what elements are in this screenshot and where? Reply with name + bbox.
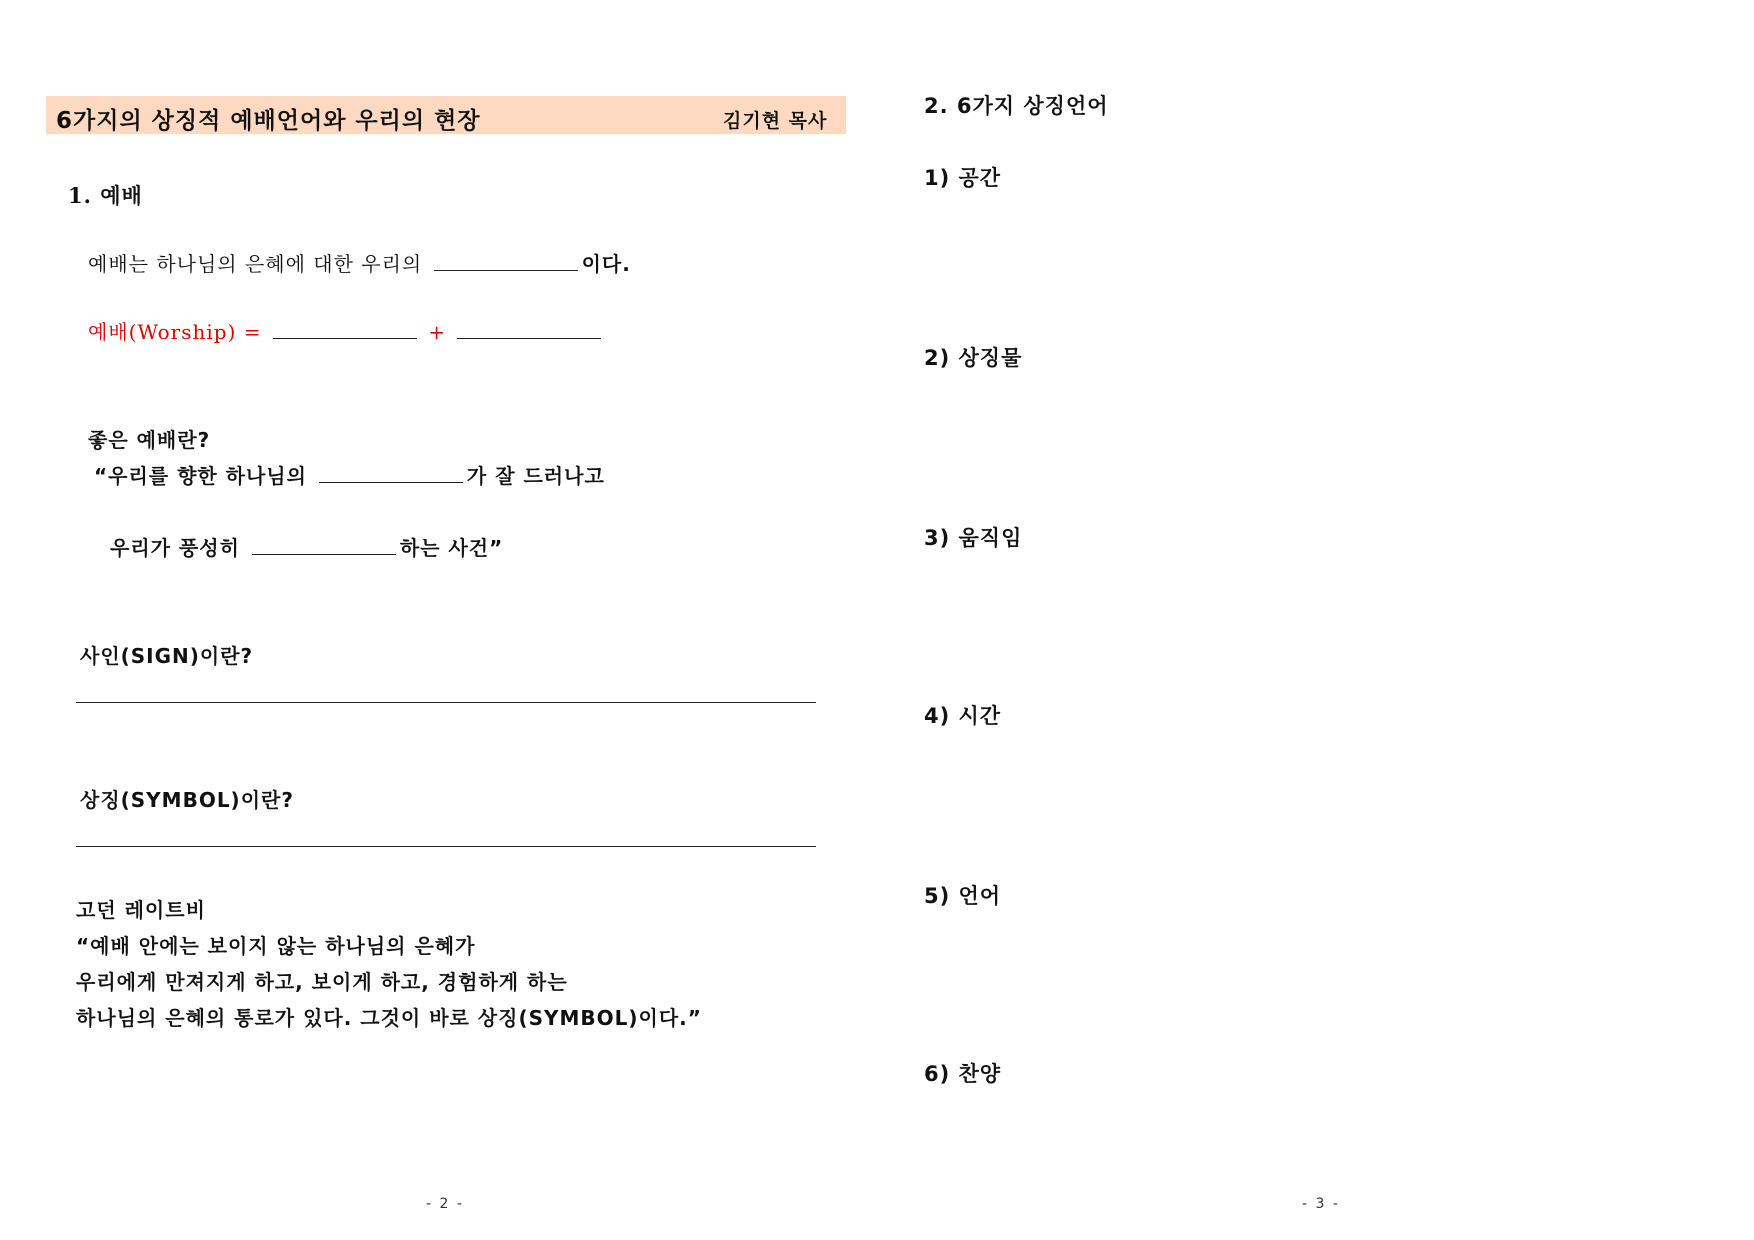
good-worship-question: 좋은 예배란?	[88, 428, 211, 452]
author-name: 김기현 목사	[723, 110, 828, 132]
good-line1-blank[interactable]	[319, 481, 463, 483]
good-line2-suffix: 하는 사건”	[399, 536, 504, 560]
worship-formula	[88, 316, 605, 345]
good-line2-blank[interactable]	[252, 553, 396, 555]
good-line1-text: “우리를 향한 하나님의	[94, 464, 307, 488]
symbol-answer-line[interactable]	[76, 846, 816, 847]
symbol-item-praise: 6) 찬양	[924, 1062, 1002, 1086]
symbol-item-language: 5) 언어	[924, 884, 1002, 908]
document-title: 6가지의 상징적 예배언어와 우리의 현장	[56, 108, 481, 134]
quote-line-1: “예배 안에는 보이지 않는 하나님의 은혜가	[76, 934, 476, 958]
symbol-question: 상징(SYMBOL)이란?	[80, 788, 294, 812]
sign-answer-line[interactable]	[76, 702, 816, 703]
good-worship-line-2	[110, 532, 503, 561]
good-worship-line-1	[94, 460, 605, 489]
symbol-item-space: 1) 공간	[924, 166, 1002, 190]
definition-text: 예배는 하나님의 은혜에 대한 우리의	[88, 252, 423, 276]
formula-plus: +	[428, 320, 446, 344]
symbol-item-objects: 2) 상징물	[924, 346, 1023, 370]
definition-suffix: 이다.	[581, 252, 631, 276]
good-line1-suffix: 가 잘 드러나고	[466, 464, 605, 488]
page-number-left: - 2 -	[426, 1196, 464, 1212]
formula-blank-1[interactable]	[273, 337, 417, 339]
worship-definition	[88, 248, 631, 277]
formula-blank-2[interactable]	[457, 337, 601, 339]
section-1-heading: 1. 예배	[68, 183, 143, 208]
quote-line-2: 우리에게 만져지게 하고, 보이게 하고, 경험하게 하는	[76, 970, 568, 994]
quote-line-3: 하나님의 은혜의 통로가 있다. 그것이 바로 상징(SYMBOL)이다.”	[76, 1006, 702, 1030]
page-number-right: - 3 -	[1302, 1196, 1340, 1212]
definition-blank[interactable]	[434, 269, 578, 271]
quote-author: 고던 레이트비	[76, 898, 206, 922]
good-line2-text: 우리가 풍성히	[110, 536, 240, 560]
symbol-item-movement: 3) 움직임	[924, 526, 1023, 550]
formula-label: 예배(Worship) =	[88, 320, 262, 344]
symbol-item-time: 4) 시간	[924, 704, 1002, 728]
sign-question: 사인(SIGN)이란?	[80, 644, 254, 668]
section-2-heading: 2. 6가지 상징언어	[924, 94, 1109, 118]
